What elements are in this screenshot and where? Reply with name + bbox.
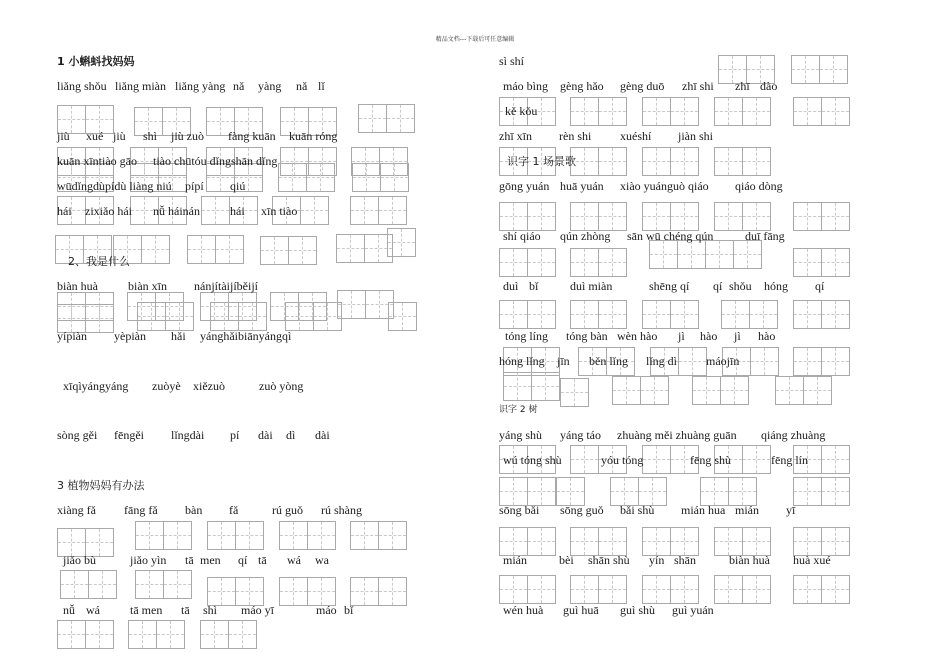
tianzige-box [88, 570, 117, 599]
tianzige-box [278, 163, 307, 192]
pinyin-word: nǎ [296, 79, 308, 93]
pinyin-word: fēngěi [114, 428, 144, 442]
pinyin-word: hái [230, 204, 245, 218]
pinyin-word: lǐngdài [171, 428, 205, 442]
tianzige-box [793, 97, 822, 126]
tianzige-box [642, 445, 671, 474]
tianzige-box [705, 240, 734, 269]
pinyin-word: shān [674, 553, 696, 567]
pinyin-word: guì yuán [672, 603, 714, 617]
tianzige-box [649, 240, 678, 269]
tianzige-box [201, 196, 230, 225]
pinyin-word: biàn xīn [128, 279, 167, 293]
pinyin-word: zuò yòng [259, 379, 304, 393]
tianzige-box [207, 577, 236, 606]
pinyin-word: jiù [57, 129, 70, 143]
tianzige-box [642, 575, 671, 604]
tianzige-box [821, 300, 850, 329]
pinyin-word: hóng lǐng [499, 354, 545, 368]
tianzige-box [749, 300, 778, 329]
pinyin-word: sòng gěi [57, 428, 98, 442]
pinyin-word: biàn huà [729, 553, 770, 567]
tianzige-box [714, 527, 743, 556]
tianzige-box [499, 527, 528, 556]
tianzige-box [692, 376, 721, 405]
pinyin-word: duì [503, 279, 519, 293]
tianzige-box [793, 202, 822, 231]
pinyin-word: qí [238, 553, 248, 567]
pinyin-word: gèng hǎo [560, 79, 604, 93]
tianzige-box [527, 202, 556, 231]
tianzige-box [300, 196, 329, 225]
tianzige-box [128, 620, 157, 649]
pinyin-word: yàng [258, 79, 282, 93]
tianzige-box [598, 202, 627, 231]
tianzige-box [742, 147, 771, 176]
pinyin-word: dì [286, 428, 296, 442]
pinyin-word: hǎi [171, 329, 186, 343]
pinyin-word: máo bìng [503, 79, 548, 93]
tianzige-box [742, 445, 771, 474]
tianzige-box [200, 620, 229, 649]
pinyin-word: wūdǐngdùpídù liàng niú [57, 179, 172, 193]
tianzige-box [163, 570, 192, 599]
pinyin-word: rú shàng [321, 503, 362, 517]
tianzige-box [306, 163, 335, 192]
pinyin-word: máo [316, 603, 337, 617]
lesson-title: 1 小蝌蚪找妈妈 [57, 55, 135, 68]
tianzige-box [677, 240, 706, 269]
tianzige-box [207, 521, 236, 550]
pinyin-word: hái [57, 204, 72, 218]
tianzige-box [313, 302, 342, 331]
tianzige-box [793, 347, 822, 376]
tianzige-box [570, 445, 599, 474]
pinyin-word: tóng bàn [566, 329, 608, 343]
tianzige-box [187, 235, 216, 264]
tianzige-box [612, 376, 641, 405]
tianzige-box [793, 575, 822, 604]
tianzige-box [527, 575, 556, 604]
pinyin-word: bèi [559, 553, 574, 567]
tianzige-box [336, 234, 365, 263]
tianzige-box [821, 202, 850, 231]
pinyin-word: dào [760, 79, 778, 93]
tianzige-box [135, 521, 164, 550]
tianzige-box [819, 55, 848, 84]
tianzige-box [700, 477, 729, 506]
pinyin-word: máo yī [241, 603, 274, 617]
pinyin-word: men [200, 553, 221, 567]
pinyin-word: tā [181, 603, 190, 617]
tianzige-box [714, 575, 743, 604]
tianzige-box [499, 202, 528, 231]
tianzige-box [380, 163, 409, 192]
tianzige-box [598, 147, 627, 176]
pinyin-word: liǎng shǒu [57, 79, 107, 93]
pinyin-word: guì shù [620, 603, 656, 617]
pinyin-word: jiǎo yìn [130, 553, 167, 567]
pinyin-word: sān wū chéng qún [627, 229, 714, 243]
pinyin-word: zixiǎo hái [85, 204, 132, 218]
pinyin-word: xiězuò [193, 379, 225, 393]
pinyin-word: wú tóng shù [503, 453, 562, 467]
pinyin-word: qún zhòng [560, 229, 611, 243]
pinyin-word: fāng fǎ [124, 503, 158, 517]
pinyin-word: yípiàn [57, 329, 87, 343]
tianzige-box [156, 620, 185, 649]
pinyin-word: máojīn [706, 354, 740, 368]
pinyin-word: yáng shù [499, 428, 542, 442]
tianzige-box [638, 477, 667, 506]
pinyin-word: wèn hào [617, 329, 658, 343]
tianzige-box [288, 236, 317, 265]
tianzige-box [279, 577, 308, 606]
tianzige-box [307, 577, 336, 606]
tianzige-box [570, 527, 599, 556]
tianzige-box [238, 302, 267, 331]
tianzige-box [307, 521, 336, 550]
pinyin-word: shān shù [588, 553, 630, 567]
tianzige-box [821, 347, 850, 376]
pinyin-word: yèpiàn [114, 329, 146, 343]
tianzige-box [163, 521, 192, 550]
tianzige-box [570, 248, 599, 277]
pinyin-word: fēng lín [771, 453, 808, 467]
pinyin-word: zuòyè [152, 379, 181, 393]
tianzige-box [642, 300, 671, 329]
pinyin-word: sōng guǒ [560, 503, 604, 517]
pinyin-word: dài [258, 428, 273, 442]
tianzige-box [642, 147, 671, 176]
pinyin-word: liǎng miàn [115, 79, 166, 93]
tianzige-box [235, 577, 264, 606]
pinyin-word: yín [649, 553, 665, 567]
tianzige-box [670, 97, 699, 126]
tianzige-box [499, 300, 528, 329]
pinyin-word: sōng bǎi [499, 503, 540, 517]
tianzige-box [210, 302, 239, 331]
tianzige-box [85, 620, 114, 649]
tianzige-box [352, 163, 381, 192]
pinyin-word: shì [143, 129, 158, 143]
tianzige-box [821, 445, 850, 474]
pinyin-word: jiàn shi [678, 129, 713, 143]
pinyin-word: mián hua [681, 503, 726, 517]
pinyin-word: tā men [130, 603, 163, 617]
pinyin-word: huā yuán [560, 179, 604, 193]
tianzige-box [821, 477, 850, 506]
tianzige-box [386, 104, 415, 133]
pinyin-word: tóng líng [505, 329, 549, 343]
tianzige-box [570, 97, 599, 126]
pinyin-word: duì miàn [570, 279, 613, 293]
tianzige-box [598, 248, 627, 277]
pinyin-word: fàng kuān [228, 129, 276, 143]
pinyin-word: bàn [185, 503, 203, 517]
pinyin-word: tiào chūtóu dǐngshān dǐng [153, 154, 278, 168]
pinyin-word: wá [86, 603, 100, 617]
tianzige-box [721, 300, 750, 329]
pinyin-word: duī fāng [745, 229, 785, 243]
tianzige-box [728, 477, 757, 506]
tianzige-box [610, 477, 639, 506]
lesson-title: 2、我是什么 [68, 255, 130, 268]
tianzige-box [378, 577, 407, 606]
tianzige-box [821, 575, 850, 604]
tianzige-box [527, 248, 556, 277]
pinyin-word: nǚ [63, 603, 75, 617]
tianzige-box [670, 527, 699, 556]
pinyin-word: qiáng zhuàng [761, 428, 826, 442]
pinyin-word: tā [185, 553, 194, 567]
lesson-title: 识字 1 场景歌 [507, 155, 576, 168]
pinyin-word: nǚ háinán [153, 204, 200, 218]
tianzige-box [499, 477, 528, 506]
pinyin-word: guì huā [563, 603, 599, 617]
tianzige-box [570, 300, 599, 329]
tianzige-box [499, 575, 528, 604]
pinyin-word: yáng táo [560, 428, 601, 442]
pinyin-word: zhuàng měi zhuàng guān [617, 428, 737, 442]
tianzige-box [378, 196, 407, 225]
pinyin-word: mián [503, 553, 527, 567]
tianzige-box [570, 202, 599, 231]
pinyin-word: mián [735, 503, 759, 517]
pinyin-word: wa [315, 553, 329, 567]
pinyin-word: qiáo dòng [735, 179, 783, 193]
pinyin-word: hào [758, 329, 776, 343]
tianzige-box [228, 620, 257, 649]
pinyin-word: rú guǒ [272, 503, 303, 517]
tianzige-box [598, 97, 627, 126]
pinyin-word: qiú [230, 179, 246, 193]
pinyin-word: tā [258, 553, 267, 567]
tianzige-box [350, 521, 379, 550]
tianzige-box [678, 347, 707, 376]
tianzige-box [821, 248, 850, 277]
pinyin-word: wá [287, 553, 301, 567]
pinyin-word: shí qiáo [503, 229, 541, 243]
tianzige-box [531, 372, 560, 401]
lesson-title: 3 植物妈妈有办法 [57, 479, 145, 492]
tianzige-box [135, 570, 164, 599]
pinyin-word: kuān róng [289, 129, 338, 143]
pinyin-word: qí [713, 279, 723, 293]
tianzige-box [137, 302, 166, 331]
tianzige-box [598, 527, 627, 556]
pinyin-word: dài [315, 428, 330, 442]
pinyin-word: bǐ [344, 603, 354, 617]
tianzige-box [598, 300, 627, 329]
tianzige-box [57, 620, 86, 649]
pinyin-word: lǐng dì [646, 354, 678, 368]
tianzige-box [714, 97, 743, 126]
tianzige-box [598, 575, 627, 604]
pinyin-word: nǎ [233, 79, 245, 93]
tianzige-box [793, 477, 822, 506]
pinyin-word: jīn [557, 354, 570, 368]
tianzige-box [793, 248, 822, 277]
tianzige-box [742, 527, 771, 556]
tianzige-box [165, 302, 194, 331]
tianzige-box [733, 240, 762, 269]
tianzige-box [642, 97, 671, 126]
tianzige-box [141, 235, 170, 264]
lesson-title: 识字 2 树 [499, 405, 538, 415]
tianzige-box [714, 147, 743, 176]
pinyin-word: pípí [185, 179, 204, 193]
tianzige-box [640, 376, 669, 405]
tianzige-box [85, 304, 114, 333]
pinyin-word: fǎ [229, 503, 239, 517]
tianzige-box [821, 97, 850, 126]
pinyin-word: xīqìyángyáng [63, 379, 129, 393]
tianzige-box [742, 575, 771, 604]
tianzige-box [527, 300, 556, 329]
tianzige-box [387, 228, 416, 257]
pinyin-word: bǐ [529, 279, 539, 293]
tianzige-box [285, 302, 314, 331]
pinyin-word: xīn tiào [261, 204, 298, 218]
pinyin-word: yánghǎibiānyángqì [200, 329, 292, 343]
pinyin-word: liǎng yàng [175, 79, 226, 93]
tianzige-box [350, 577, 379, 606]
tianzige-box [350, 196, 379, 225]
tianzige-box [720, 376, 749, 405]
pinyin-word: běn lǐng [589, 354, 628, 368]
pinyin-word: jì [678, 329, 685, 343]
pinyin-word: gōng yuán [499, 179, 550, 193]
pinyin-word: fēng shù [690, 453, 731, 467]
pinyin-word: yóu tóng [601, 453, 644, 467]
tianzige-box [378, 521, 407, 550]
pinyin-word: pí [230, 428, 240, 442]
pinyin-word: xiàng fǎ [57, 503, 96, 517]
pinyin-word: jì [734, 329, 741, 343]
pinyin-word: biàn huà [57, 279, 98, 293]
tianzige-box [556, 477, 585, 506]
tianzige-box [642, 202, 671, 231]
tianzige-box [235, 521, 264, 550]
pinyin-word: lǐ [318, 79, 325, 93]
pinyin-word: huà xué [793, 553, 831, 567]
pinyin-word: xué [86, 129, 104, 143]
pinyin-word: hóng [764, 279, 788, 293]
tianzige-box [793, 527, 822, 556]
tianzige-box [215, 235, 244, 264]
tianzige-box [793, 300, 822, 329]
pinyin-word: xiào yuánguò qiáo [620, 179, 709, 193]
tianzige-box [670, 147, 699, 176]
pinyin-word: kuān xīntiào gāo [57, 154, 137, 168]
tianzige-box [499, 248, 528, 277]
tianzige-box [670, 202, 699, 231]
pinyin-word: zhī shi [682, 79, 714, 93]
tianzige-box [750, 347, 779, 376]
tianzige-box [570, 575, 599, 604]
pinyin-word: yī [786, 503, 796, 517]
pinyin-word: shǒu [729, 279, 752, 293]
pinyin-word: jiù zuò [171, 129, 204, 143]
tianzige-box [714, 202, 743, 231]
tianzige-box [388, 302, 417, 331]
pinyin-word: nánjítàijíběijí [194, 279, 258, 293]
pinyin-word: gèng duō [620, 79, 665, 93]
pinyin-word: qí [815, 279, 825, 293]
pinyin-word: shēng qí [649, 279, 690, 293]
pinyin-word: jiǎo bù [63, 553, 96, 567]
tianzige-box [358, 104, 387, 133]
pinyin-word: kě kǒu [505, 104, 538, 118]
header-note: 精品文档---下载后可任意编辑 [435, 36, 515, 43]
tianzige-box [260, 236, 289, 265]
tianzige-box [503, 372, 532, 401]
pinyin-word: jiù [113, 129, 126, 143]
tianzige-box [742, 202, 771, 231]
pinyin-word: zhī xīn [499, 129, 532, 143]
tianzige-box [560, 378, 589, 407]
pinyin-word: bǎi shù [620, 503, 655, 517]
tianzige-box [803, 376, 832, 405]
tianzige-box [775, 376, 804, 405]
tianzige-box [821, 527, 850, 556]
pinyin-word: wén huà [503, 603, 544, 617]
pinyin-word: rèn shi [559, 129, 592, 143]
tianzige-box [791, 55, 820, 84]
tianzige-box [670, 575, 699, 604]
tianzige-box [527, 477, 556, 506]
tianzige-box [670, 300, 699, 329]
tianzige-box [279, 521, 308, 550]
pinyin-word: zhī [735, 79, 750, 93]
pinyin-word: sì shí [499, 54, 525, 68]
pinyin-word: xuéshí [620, 129, 652, 143]
tianzige-box [742, 97, 771, 126]
tianzige-box [527, 527, 556, 556]
tianzige-box [60, 570, 89, 599]
tianzige-box [642, 527, 671, 556]
pinyin-word: shì [203, 603, 218, 617]
pinyin-word: hào [700, 329, 718, 343]
